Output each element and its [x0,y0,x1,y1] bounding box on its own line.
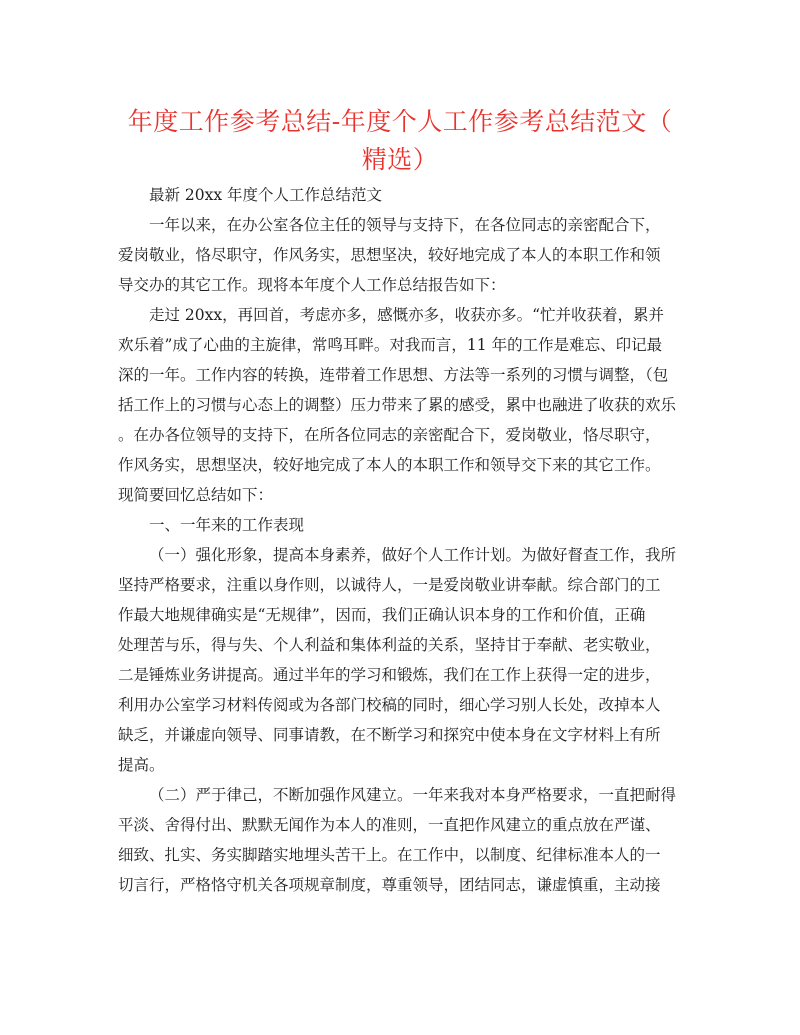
paragraph-line: 二是锤炼业务讲提高。通过半年的学习和锻炼，我们在工作上获得一定的进步， [118,666,661,684]
paragraph-line: 细致、扎实、务实脚踏实地埋头苦干上。在工作中，以制度、纪律标准本人的一 [118,846,661,864]
paragraph-line: 平淡、舍得付出、默默无闻作为本人的准则，一直把作风建立的重点放在严谨、 [118,816,661,834]
paragraph-line: 欢乐着”成了心曲的主旋律，常鸣耳畔。对我而言，11 年的工作是难忘、印记最 [118,336,663,354]
paragraph-line: （一）强化形象，提高本身素养，做好个人工作计划。为做好督查工作，我所 [149,546,677,564]
document-title-line-1: 年度工作参考总结-年度个人工作参考总结范文（ [127,107,673,136]
paragraph-line: 作风务实，思想坚决，较好地完成了本人的本职工作和领导交下来的其它工作。 [118,456,661,474]
paragraph-line: 提高。 [118,756,165,774]
paragraph-line: 走过 20xx，再回首，考虑亦多，感慨亦多，收获亦多。“忙并收获着，累并 [149,306,665,324]
document-title-line-2: 精选） [361,145,439,174]
paragraph-line: 利用办公室学习材料传阅或为各部门校稿的同时，细心学习别人长处，改掉本人 [118,696,661,714]
paragraph-line: 。在办各位领导的支持下，在所各位同志的亲密配合下，爱岗敬业，恪尽职守， [118,426,661,444]
paragraph-line: 爱岗敬业，恪尽职守，作风务实，思想坚决，较好地完成了本人的本职工作和领 [118,246,661,264]
paragraph-line: 括工作上的习惯与心态上的调整）压力带来了累的感受，累中也融进了收获的欢乐 [118,396,677,414]
paragraph-line: 深的一年。工作内容的转换，连带着工作思想、方法等一系列的习惯与调整，（包 [118,366,669,384]
document-body [118,180,684,900]
paragraph-line: 一年以来，在办公室各位主任的领导与支持下，在各位同志的亲密配合下， [149,216,661,234]
paragraph-line: 处理苦与乐，得与失、个人利益和集体利益的关系，坚持甘于奉献、老实敬业， [118,636,661,654]
paragraph-line: 切言行，严格恪守机关各项规章制度，尊重领导，团结同志，谦虚慎重，主动接 [118,876,661,894]
paragraph-line: （二）严于律己，不断加强作风建立。一年来我对本身严格要求，一直把耐得 [149,786,677,804]
paragraph-line: 作最大地规律确实是“无规律”，因而，我们正确认识本身的工作和价值，正确 [118,606,646,624]
paragraph-line: 坚持严格要求，注重以身作则，以诚待人，一是爱岗敬业讲奉献。综合部门的工 [118,576,661,594]
section-heading: 一、一年来的工作表现 [149,516,305,534]
paragraph-line: 现简要回忆总结如下： [118,486,274,504]
subtitle: 最新 20xx 年度个人工作总结范文 [149,186,383,204]
paragraph-line: 缺乏，并谦虚向领导、同事请教，在不断学习和探究中使本身在文字材料上有所 [118,726,661,744]
paragraph-line: 导交办的其它工作。现将本年度个人工作总结报告如下： [118,276,506,294]
